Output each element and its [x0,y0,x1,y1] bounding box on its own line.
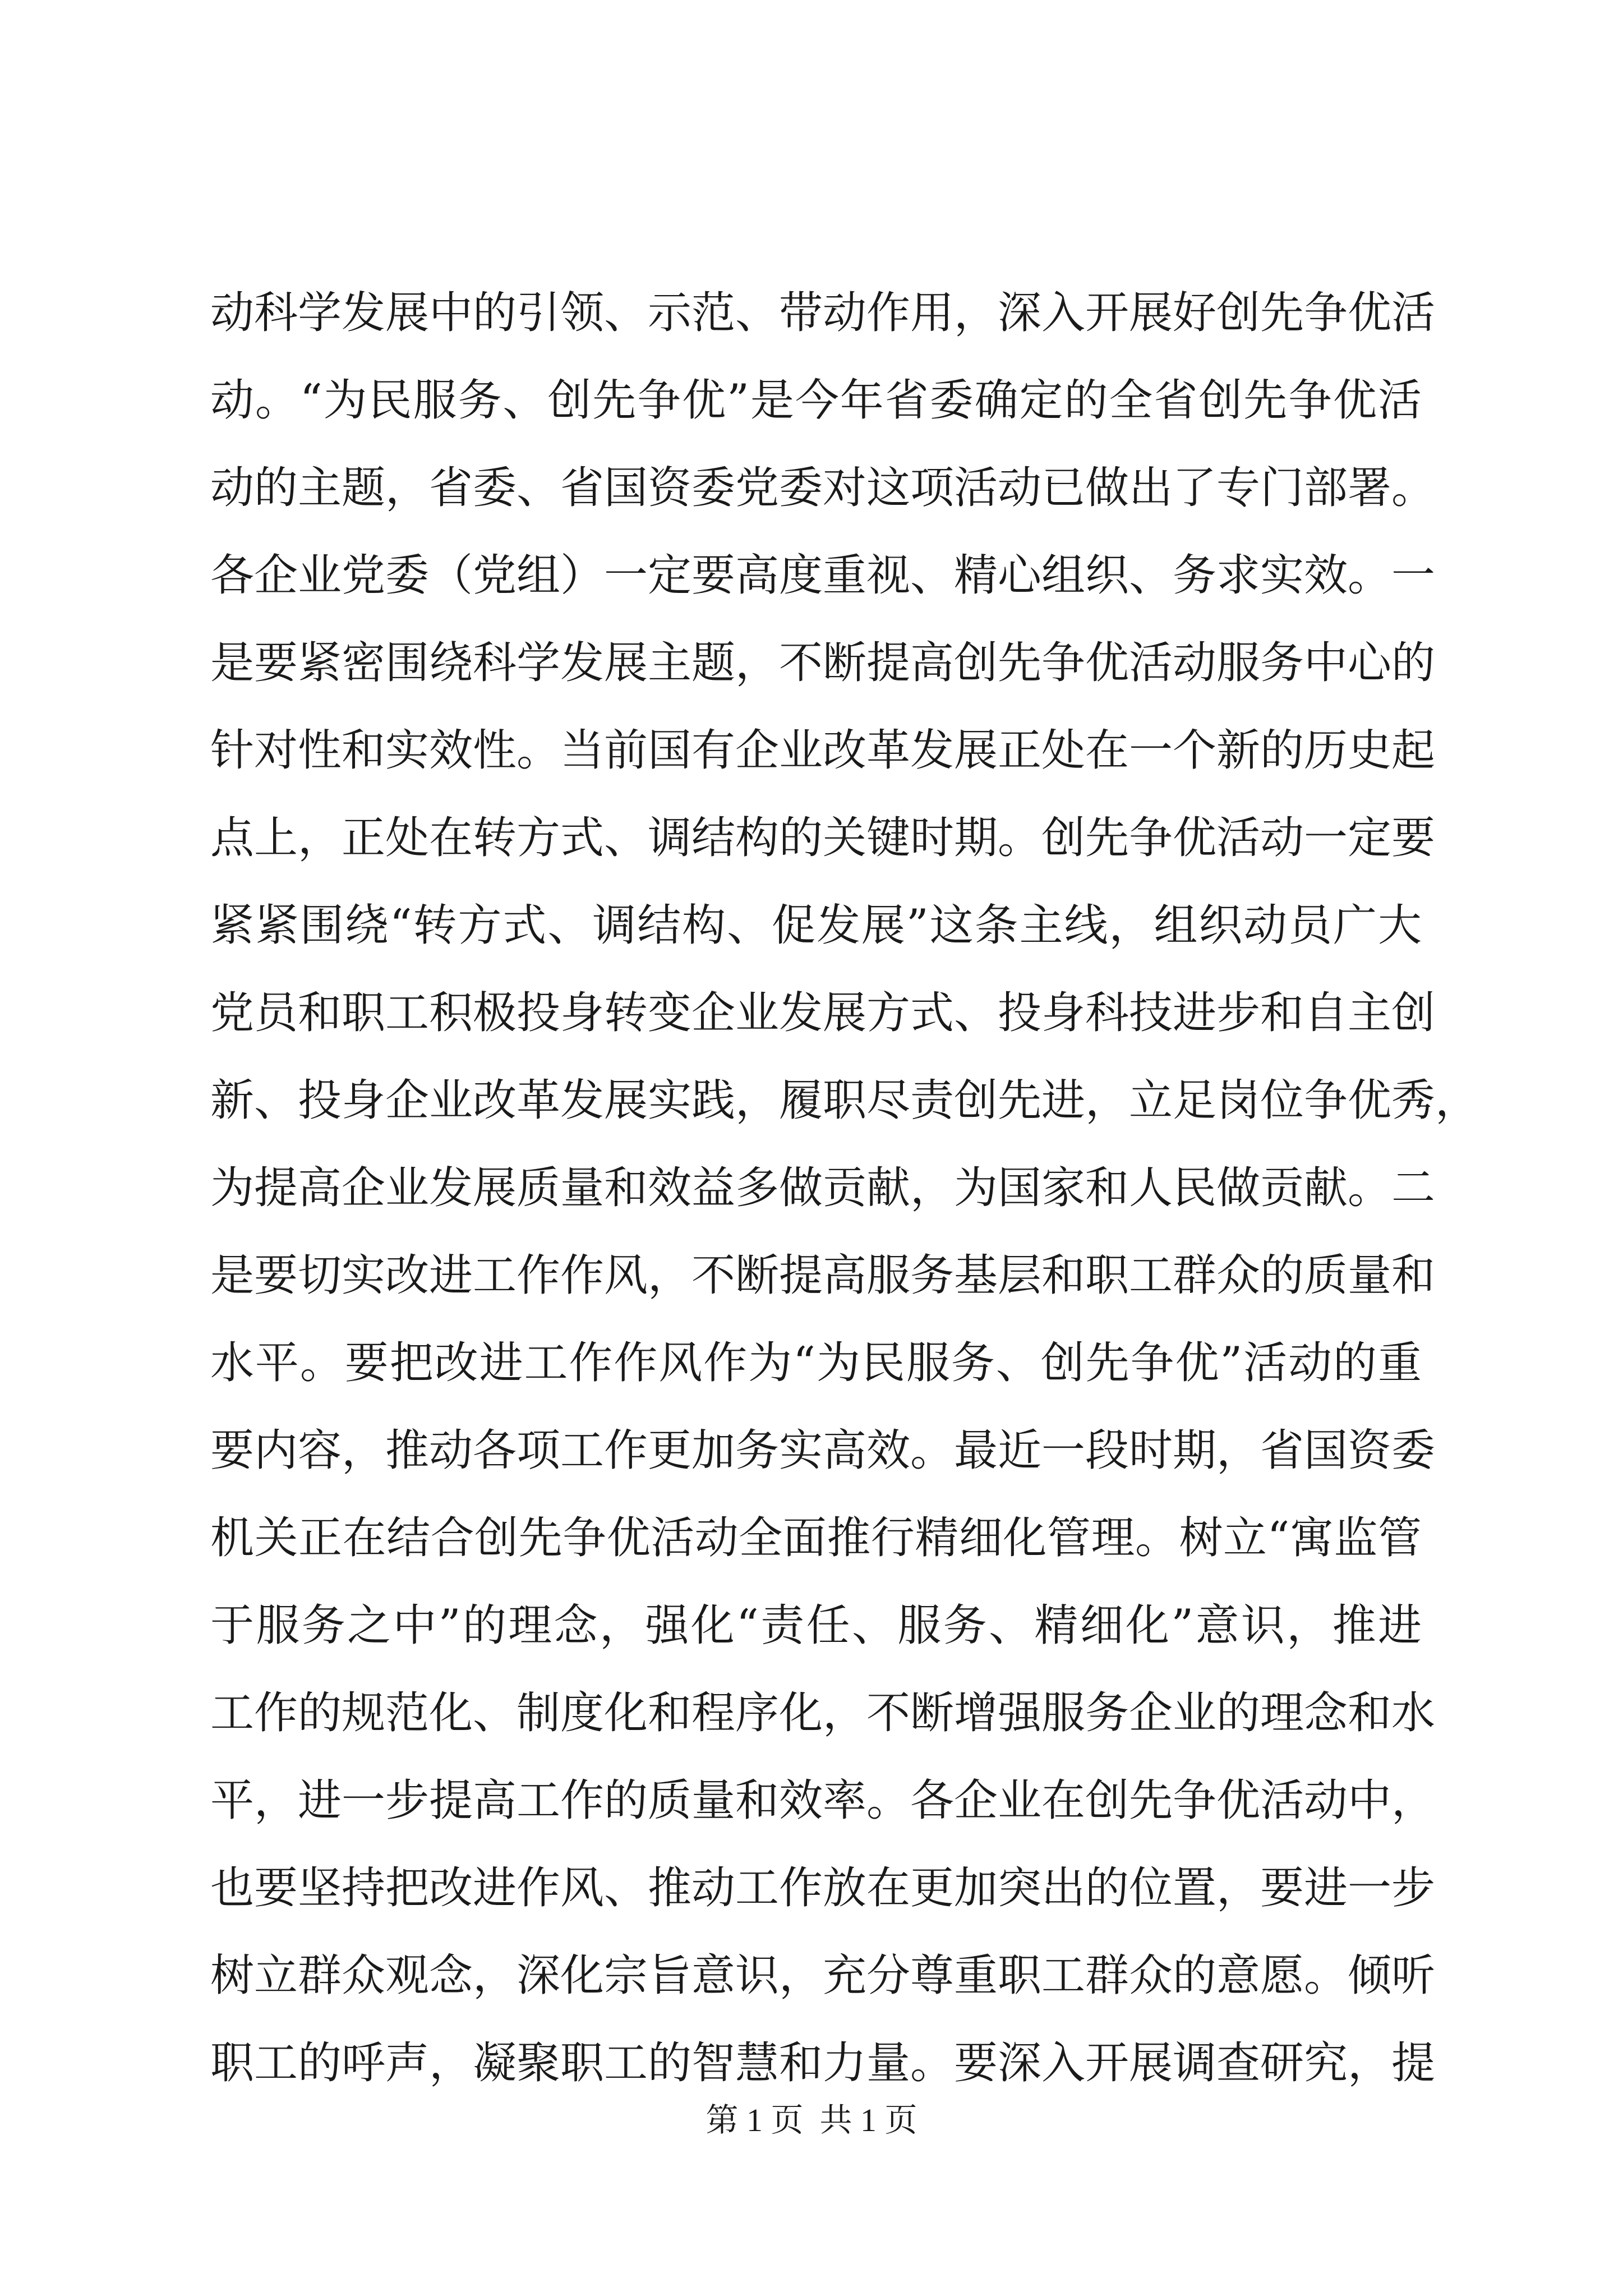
text-line: 水平。要把改进工作作风作为“为民服务、创先争优”活动的重 [210,1338,1422,1388]
text-line: 动的主题，省委、省国资委党委对这项活动已做出了专门部署。 [210,463,1436,513]
text-line: 党员和职工积极投身转变企业发展方式、投身科技进步和自主创 [210,988,1436,1038]
text-line: 新、投身企业改革发展实践，履职尽责创先进，立足岗位争优秀， [210,1075,1479,1126]
text-line: 动。“为民服务、创先争优”是今年省委确定的全省创先争优活 [210,375,1422,426]
text-line: 是要紧密围绕科学发展主题，不断提高创先争优活动服务中心的 [210,638,1436,688]
text-line: 针对性和实效性。当前国有企业改革发展正处在一个新的历史起 [210,725,1436,776]
text-line: 点上，正处在转方式、调结构的关键时期。创先争优活动一定要 [210,813,1436,863]
text-line: 工作的规范化、制度化和程序化，不断增强服务企业的理念和水 [210,1688,1436,1738]
page-footer: 第 1 页 共 1 页 [706,2102,917,2138]
text-line: 为提高企业发展质量和效益多做贡献，为国家和人民做贡献。二 [210,1163,1436,1213]
text-line: 各企业党委（党组）一定要高度重视、精心组织、务求实效。一 [210,550,1436,601]
text-line: 于服务之中”的理念，强化“责任、服务、精细化”意识，推进 [210,1600,1422,1651]
text-line: 职工的呼声，凝聚职工的智慧和力量。要深入开展调查研究，提 [210,2038,1436,2088]
body-text [210,269,1479,2107]
text-line: 也要坚持把改进作风、推动工作放在更加突出的位置，要进一步 [210,1863,1436,1913]
text-line: 是要切实改进工作作风，不断提高服务基层和职工群众的质量和 [210,1250,1436,1301]
text-line: 树立群众观念，深化宗旨意识，充分尊重职工群众的意愿。倾听 [210,1950,1436,2001]
text-line: 机关正在结合创先争优活动全面推行精细化管理。树立“寓监管 [210,1513,1422,1563]
text-line: 要内容，推动各项工作更加务实高效。最近一段时期，省国资委 [210,1425,1436,1476]
text-line: 平，进一步提高工作的质量和效率。各企业在创先争优活动中， [210,1775,1436,1826]
text-line: 紧紧围绕“转方式、调结构、促发展”这条主线，组织动员广大 [210,900,1422,951]
text-line: 动科学发展中的引领、示范、带动作用，深入开展好创先争优活 [210,288,1436,338]
